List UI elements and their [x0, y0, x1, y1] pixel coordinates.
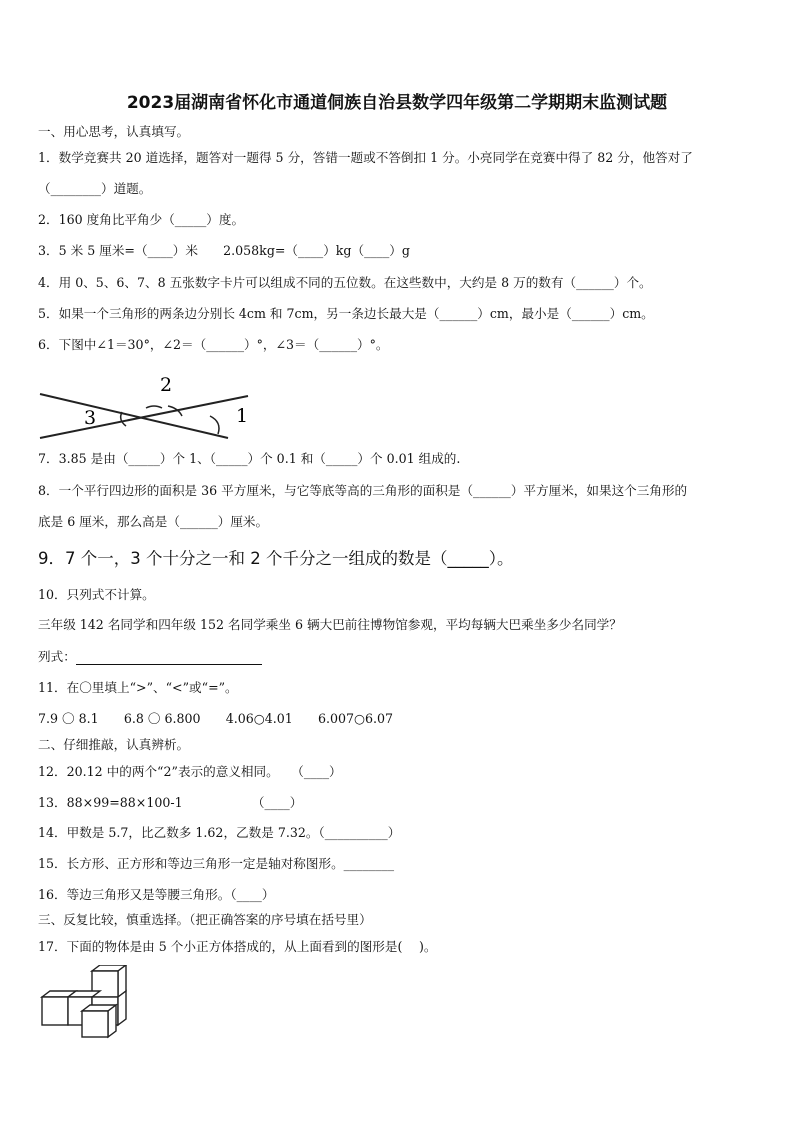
section-heading-2: 二、仔细推敲，认真辨析。	[38, 737, 190, 752]
angle-label-2: 2	[160, 374, 173, 396]
section-heading-1: 一、用心思考，认真填写。	[38, 124, 190, 139]
cube-front-1	[42, 997, 68, 1025]
question-13: 13．88×99=88×100-1 （____）	[38, 795, 303, 810]
question-2: 2．160 度角比平角少（_____）度。	[38, 212, 245, 227]
question-8-line-1: 8．一个平行四边形的面积是 36 平方厘米，与它等底等高的三角形的面积是（______）平方厘米，如果这个三角形的	[38, 483, 688, 498]
question-5: 5．如果一个三角形的两条边分别长 4cm 和 7cm，另一条边长最大是（______）cm，最小是（______）cm。	[38, 306, 654, 321]
question-10-answer-row	[38, 646, 262, 665]
cube-side-4	[108, 1005, 116, 1037]
cube-front-4	[82, 1011, 108, 1037]
angle-figure	[36, 368, 266, 444]
cube-side-3	[118, 991, 126, 1025]
question-10: 10．只列式不计算。	[38, 587, 155, 602]
section-heading-3: 三、反复比较，慎重选择。（把正确答案的序号填在括号里）	[38, 912, 372, 927]
question-12: 12．20.12 中的两个“2”表示的意义相同。 （____）	[38, 764, 342, 779]
question-9: 9．7 个一，3 个十分之一和 2 个千分之一组成的数是（_____）。	[38, 549, 514, 568]
question-16: 16．等边三角形又是等腰三角形。（____）	[38, 887, 275, 902]
cubes-figure	[38, 965, 138, 1039]
question-8-line-2: 底是 6 厘米，那么高是（______）厘米。	[38, 514, 269, 529]
angle-arc-1	[210, 416, 219, 434]
question-10-text: 三年级 142 名同学和四年级 152 名同学乘坐 6 辆大巴前往博物馆参观，平均每辆大巴乘坐多少名同学？	[38, 617, 622, 632]
question-1-line-1: 1．数学竞赛共 20 道选择，题答对一题得 5 分，答错一题或不答倒扣 1 分。小亮同学在竞赛中得了 82 分，他答对了	[38, 150, 693, 165]
question-15: 15．长方形、正方形和等边三角形一定是轴对称图形。________	[38, 856, 395, 871]
question-17: 17．下面的物体是由 5 个小正方体搭成的，从上面看到的图形是( )。	[38, 939, 437, 954]
question-4: 4．用 0、5、6、7、8 五张数字卡片可以组成不同的五位数。在这些数中，大约是 8 万的数有（______）个。	[38, 275, 652, 290]
question-7: 7．3.85 是由（_____）个 1、（_____）个 0.1 和（_____）个 0.01 组成的.	[38, 451, 461, 466]
question-3: 3．5 米 5 厘米=（____）米 2.058kg=（____）kg（____）g	[38, 243, 410, 258]
question-11-items: 7.9 〇 8.1 6.8 〇 6.800 4.06○4.01 6.007○6.07	[38, 711, 394, 726]
question-6: 6．下图中∠1＝30°，∠2＝（______）°，∠3＝（______）°。	[38, 337, 389, 352]
angle-arc-2	[146, 406, 162, 408]
answer-blank[interactable]	[76, 650, 262, 665]
answer-label: 列式：	[38, 649, 76, 664]
question-14: 14．甲数是 5.7，比乙数多 1.62，乙数是 7.32。（__________）	[38, 825, 401, 840]
angle-label-1: 1	[236, 405, 249, 427]
question-11: 11．在〇里填上“>”、“<”或“=”。	[38, 680, 238, 695]
question-1-line-2: （________）道题。	[38, 181, 152, 196]
page-title: 2023届湖南省怀化市通道侗族自治县数学四年级第二学期期末监测试题	[126, 93, 668, 113]
angle-label-3: 3	[84, 407, 97, 429]
